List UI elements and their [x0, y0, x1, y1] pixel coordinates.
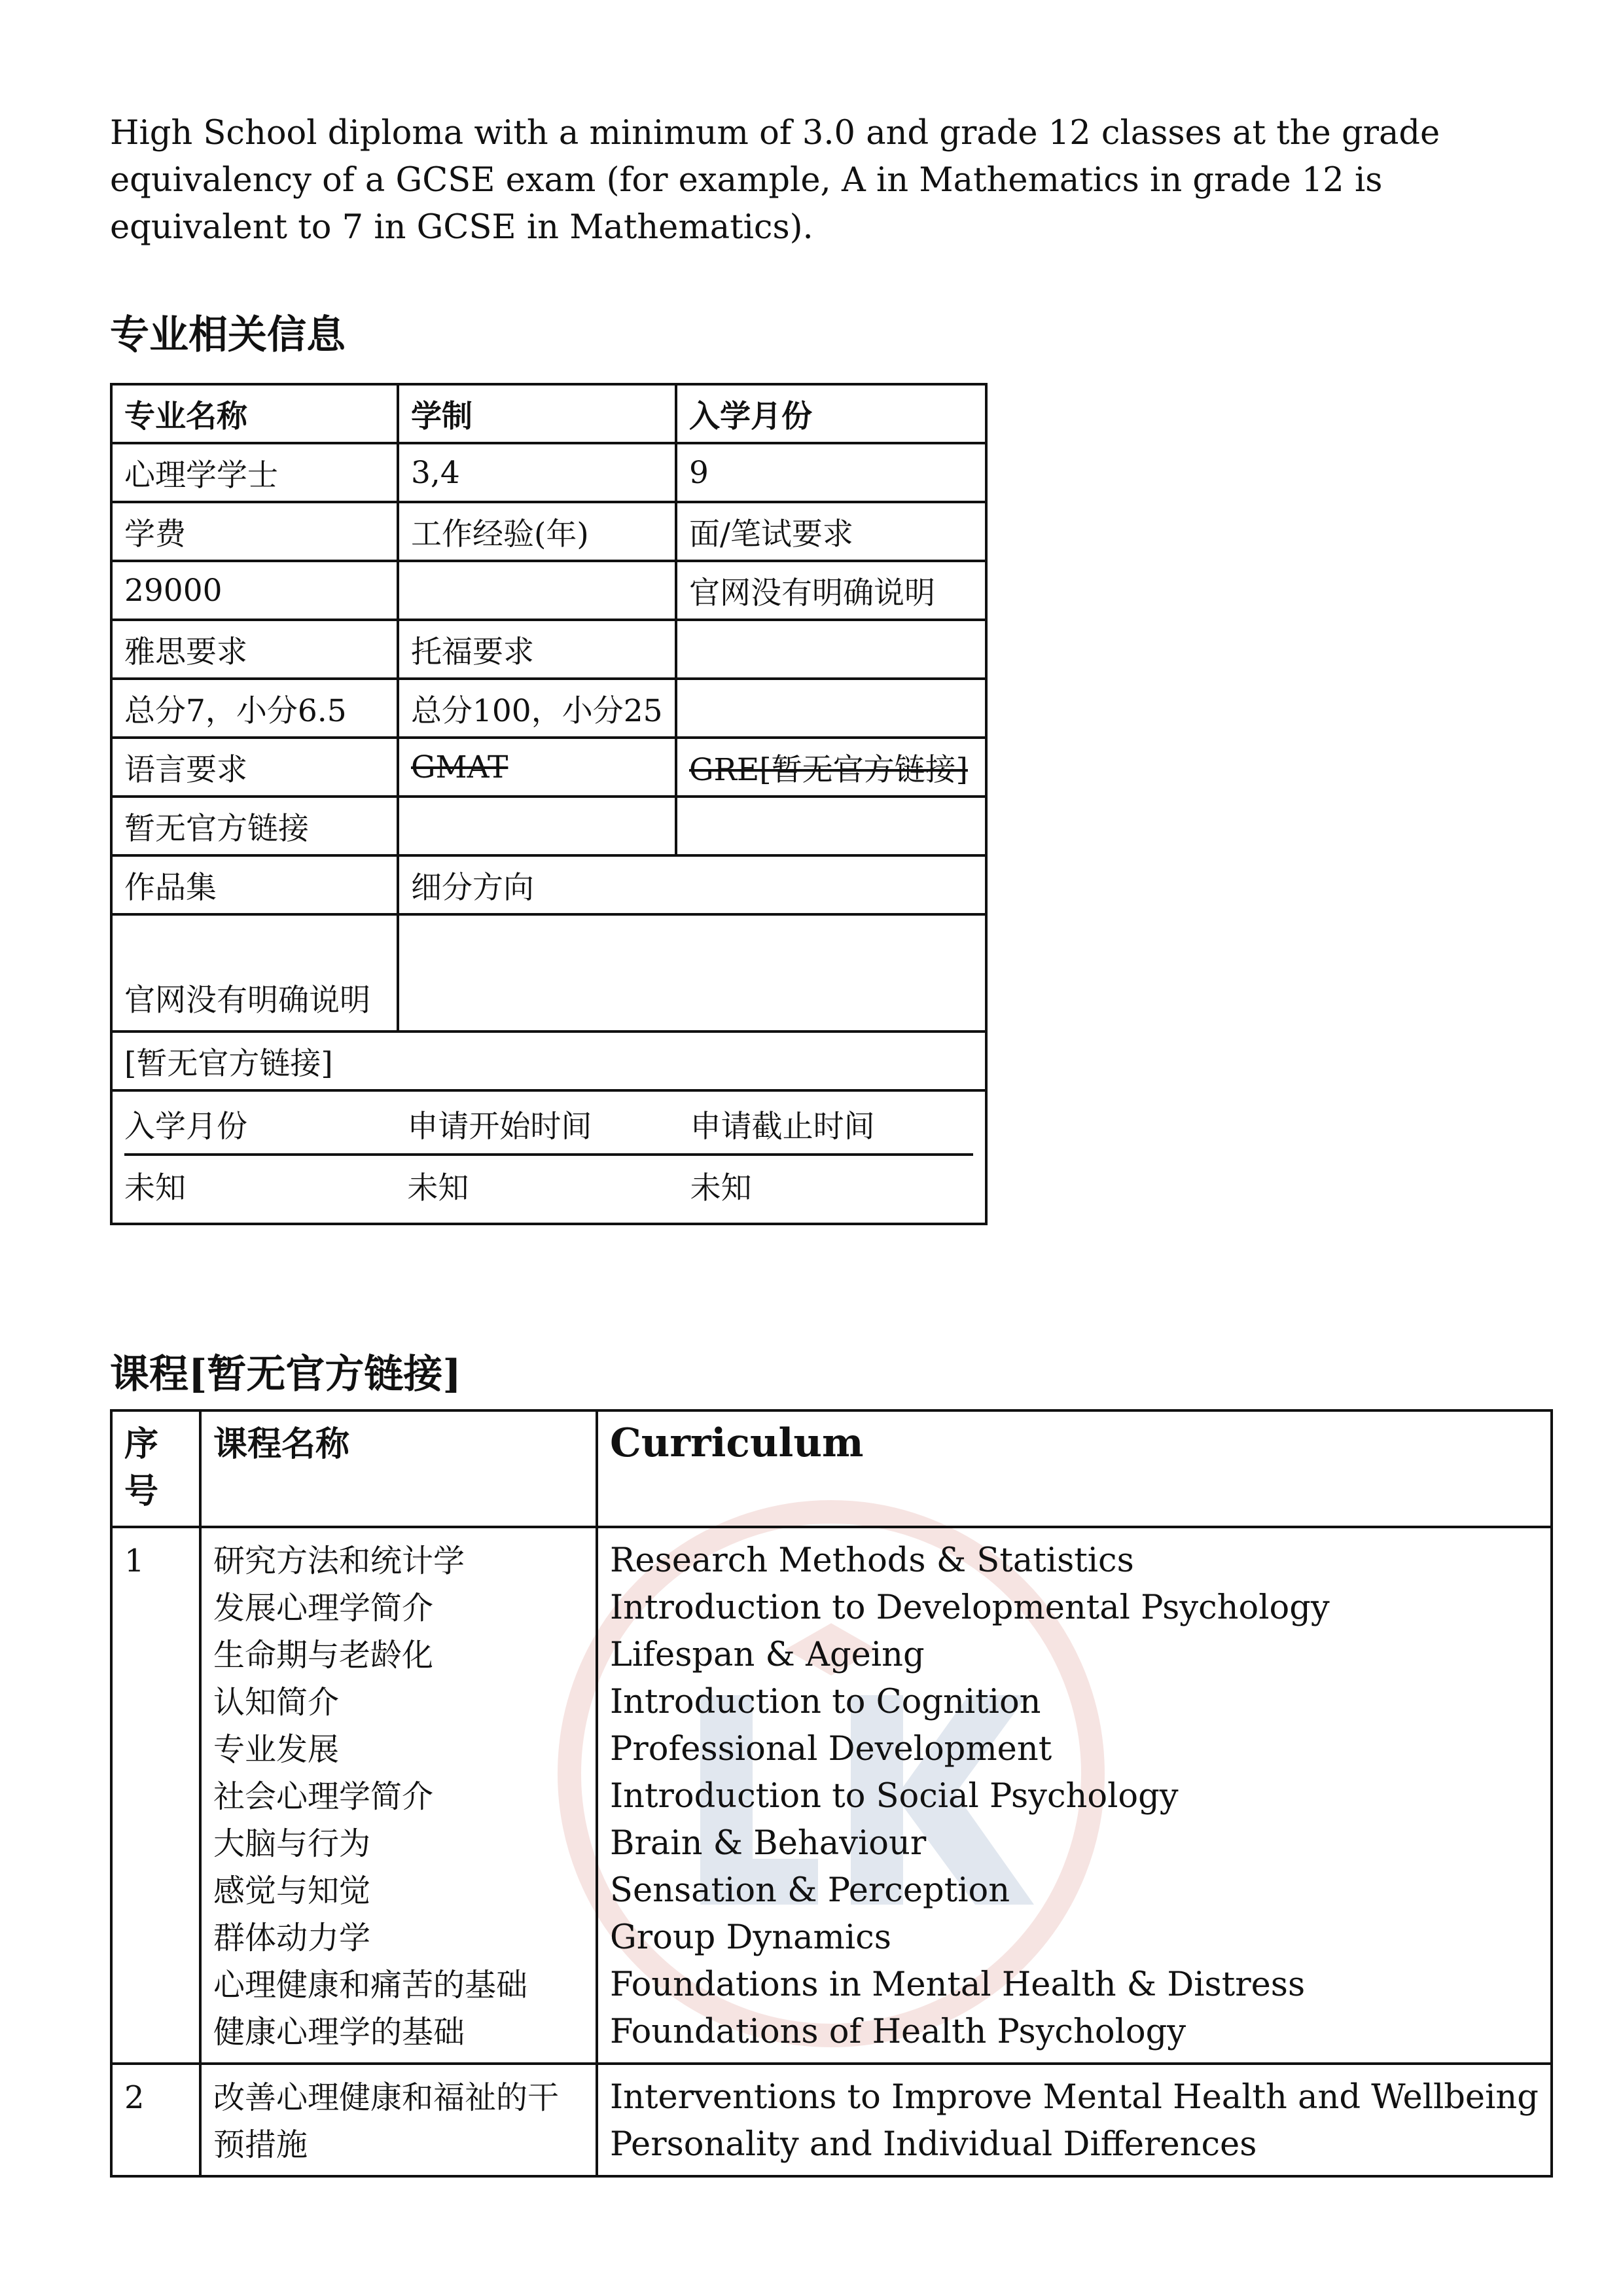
course-name-en: Introduction to Cognition — [610, 1683, 1041, 1721]
dates-header-intake: 入学月份 — [124, 1108, 247, 1145]
course-name-zh: 感觉与知觉 — [213, 1873, 371, 1909]
dates-value-row — [124, 1156, 973, 1215]
program-cell: 官网没有明确说明 — [676, 561, 986, 620]
program-cell: 语言要求 — [111, 738, 398, 797]
direction-value — [398, 914, 986, 1031]
course-names-zh — [200, 2064, 597, 2176]
course-name-zh: 生命期与老龄化 — [213, 1637, 434, 1674]
course-name-en: Brain & Behaviour — [610, 1824, 927, 1863]
dates-row — [111, 1090, 986, 1224]
intro-text: High School diploma with a minimum of 3.0 and grade 12 classes at the grade equivalency of a GCSE exam (for example, A in Mathematics in grade 12 is equivalent to 7 in GCSE in Mathematics). — [110, 114, 1440, 247]
program-cell — [676, 679, 986, 738]
program-row — [111, 620, 986, 679]
link-note-row — [111, 1031, 986, 1090]
portfolio-value-row — [111, 914, 986, 1031]
course-table — [110, 1409, 1553, 2178]
program-cell: 9 — [676, 443, 986, 502]
portfolio-label: 作品集 — [111, 855, 398, 914]
course-name-en: Lifespan & Ageing — [610, 1636, 925, 1674]
program-cell: 专业名称 — [111, 384, 398, 443]
course-name-zh: 健康心理学的基础 — [213, 2014, 465, 2051]
course-name-zh: 改善心理健康和福祉的干 — [213, 2079, 560, 2116]
program-section-title: 专业相关信息 — [110, 312, 346, 358]
program-cell: 总分100，小分25 — [398, 679, 676, 738]
course-group-row — [111, 1527, 1552, 2064]
course-names-en — [597, 2064, 1552, 2176]
course-names-en — [597, 1527, 1552, 2064]
link-note: [暂无官方链接] — [111, 1031, 986, 1090]
program-cell — [398, 561, 676, 620]
program-row — [111, 679, 986, 738]
direction-label: 细分方向 — [398, 855, 986, 914]
course-name-zh: 群体动力学 — [213, 1920, 371, 1956]
dates-header-deadline: 申请截止时间 — [690, 1108, 875, 1145]
header-seq — [111, 1410, 200, 1527]
program-cell: GRE[暂无官方链接] — [676, 738, 986, 797]
course-names-zh — [200, 1527, 597, 2064]
program-cell: 工作经验(年) — [398, 502, 676, 561]
course-name-en: Introduction to Developmental Psychology — [610, 1588, 1330, 1627]
header-seq-char-1: 序 — [124, 1424, 159, 1464]
course-name-en: Foundations in Mental Health & Distress — [610, 1965, 1306, 2004]
dates-value-deadline: 未知 — [690, 1170, 752, 1206]
course-name-zh: 发展心理学简介 — [213, 1590, 434, 1626]
program-cell: 托福要求 — [398, 620, 676, 679]
program-cell: 29000 — [111, 561, 398, 620]
course-name-en: Foundations of Health Psychology — [610, 2013, 1186, 2051]
program-header-row — [111, 384, 986, 443]
program-row — [111, 738, 986, 797]
course-name-en: Group Dynamics — [610, 1918, 891, 1957]
program-row — [111, 502, 986, 561]
portfolio-value: 官网没有明确说明 — [111, 914, 398, 1031]
course-name-en: Introduction to Social Psychology — [610, 1777, 1179, 1816]
program-cell: 学制 — [398, 384, 676, 443]
dates-value-open: 未知 — [407, 1170, 469, 1206]
course-name-en: Sensation & Perception — [610, 1871, 1010, 1910]
course-name-zh: 心理健康和痛苦的基础 — [213, 1967, 528, 2003]
course-section-title: 课程[暂无官方链接] — [110, 1352, 461, 1397]
dates-header-row — [124, 1094, 973, 1156]
course-seq: 1 — [111, 1527, 200, 2064]
program-row — [111, 561, 986, 620]
program-cell: 3,4 — [398, 443, 676, 502]
course-name-zh: 专业发展 — [213, 1731, 340, 1768]
course-name-en: Interventions to Improve Mental Health and Wellbeing — [610, 2078, 1539, 2117]
program-row — [111, 797, 986, 855]
program-cell — [676, 620, 986, 679]
program-row — [111, 443, 986, 502]
program-cell: 学费 — [111, 502, 398, 561]
program-cell: 暂无官方链接 — [111, 797, 398, 855]
header-curriculum: Curriculum — [597, 1410, 1552, 1527]
course-group-row — [111, 2064, 1552, 2176]
course-name-zh: 大脑与行为 — [213, 1825, 371, 1862]
course-name-en: Personality and Individual Differences — [610, 2125, 1257, 2164]
header-seq-char-2: 号 — [124, 1471, 159, 1511]
course-header-row — [111, 1410, 1552, 1527]
course-name-zh: 研究方法和统计学 — [213, 1543, 465, 1579]
course-name-en: Research Methods & Statistics — [610, 1541, 1134, 1580]
course-name-zh: 认知简介 — [213, 1684, 340, 1721]
program-cell: 总分7，小分6.5 — [111, 679, 398, 738]
program-cell: 心理学学士 — [111, 443, 398, 502]
dates-cell — [111, 1090, 986, 1224]
program-cell: GMAT — [398, 738, 676, 797]
program-cell: 面/笔试要求 — [676, 502, 986, 561]
course-name-zh: 预措施 — [213, 2126, 308, 2163]
header-name-zh: 课程名称 — [200, 1410, 597, 1527]
course-name-en: Professional Development — [610, 1730, 1052, 1768]
dates-value-intake: 未知 — [124, 1170, 186, 1206]
course-name-zh: 社会心理学简介 — [213, 1778, 434, 1815]
portfolio-row — [111, 855, 986, 914]
program-cell — [398, 797, 676, 855]
program-info-table — [110, 383, 988, 1225]
program-cell — [676, 797, 986, 855]
dates-header-open: 申请开始时间 — [407, 1108, 592, 1145]
course-seq: 2 — [111, 2064, 200, 2176]
program-cell: 雅思要求 — [111, 620, 398, 679]
program-cell: 入学月份 — [676, 384, 986, 443]
